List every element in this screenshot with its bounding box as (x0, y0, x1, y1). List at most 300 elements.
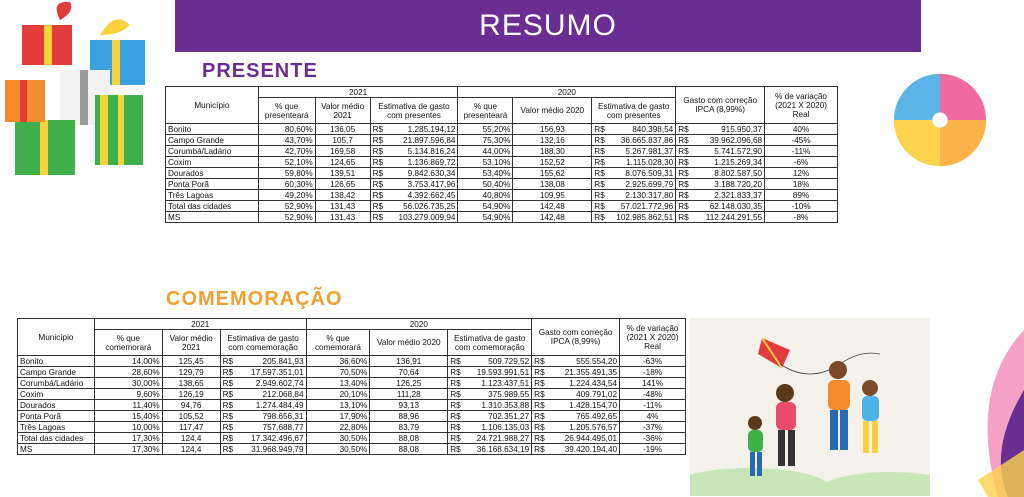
header-estimativa-2021: Estimativa de gasto com comemoração (220, 330, 306, 356)
row-municipio: Corumbá/Ladário (18, 378, 95, 389)
currency-label: R$ (372, 212, 384, 222)
currency-label: R$ (678, 157, 689, 167)
header-correcao: Gasto com correção IPCA (8,99%) (532, 319, 620, 356)
currency-label: R$ (678, 201, 689, 211)
currency-label: R$ (222, 433, 234, 443)
currency-label: R$ (594, 124, 605, 134)
currency-label: R$ (678, 124, 689, 134)
table-cell: 59,80% (258, 168, 315, 179)
header-pct-2021: % que comemorará (94, 330, 162, 356)
table-cell (676, 157, 765, 168)
money-value: 765.492,65 (576, 411, 618, 421)
table-cell: -19% (620, 444, 686, 455)
table-cell: 152,52 (513, 157, 592, 168)
table-row (18, 356, 686, 367)
table-cell: 105,52 (162, 411, 220, 422)
table-cell (676, 201, 765, 212)
header-municipio: Município (18, 319, 95, 356)
money-value: 915.950,37 (721, 124, 763, 134)
row-municipio: Três Lagoas (18, 422, 95, 433)
table-cell (532, 400, 620, 411)
money-value: 555.554,20 (576, 356, 618, 366)
currency-label: R$ (450, 422, 461, 432)
table-cell: 109,95 (513, 190, 592, 201)
table-cell: -11% (620, 400, 686, 411)
table-cell: 125,45 (162, 356, 220, 367)
table-cell: 124,4 (162, 433, 220, 444)
money-value: 1.123.437,51 (481, 378, 530, 388)
money-value: 39.962.096,68 (709, 135, 763, 145)
table-cell (676, 124, 765, 135)
header-valor-2020: Valor médio 2020 (370, 330, 448, 356)
currency-label: R$ (678, 135, 689, 145)
table-cell: -63% (620, 356, 686, 367)
table-cell: 17,30% (94, 444, 162, 455)
table-cell: 50,40% (458, 179, 513, 190)
currency-label: R$ (534, 422, 545, 432)
table-cell (448, 378, 532, 389)
table-row (18, 444, 686, 455)
currency-label: R$ (534, 356, 545, 366)
table-cell (592, 168, 676, 179)
row-municipio: Dourados (18, 400, 95, 411)
currency-label: R$ (372, 190, 384, 200)
header-correcao: Gasto com correção IPCA (8,99%) (676, 87, 765, 124)
table-cell (448, 411, 532, 422)
currency-label: R$ (594, 146, 605, 156)
money-value: 112.244.291,55 (705, 212, 763, 222)
table-cell: 117,47 (162, 422, 220, 433)
row-municipio: MS (18, 444, 95, 455)
table-row (166, 135, 838, 146)
table-cell (592, 201, 676, 212)
currency-label: R$ (450, 411, 461, 421)
section-title-presente: PRESENTE (202, 60, 318, 82)
table-cell: 30,50% (306, 433, 370, 444)
table-cell: -10% (765, 201, 838, 212)
currency-label: R$ (534, 367, 545, 377)
table-cell: -36% (620, 433, 686, 444)
header-estimativa-2021: Estimativa de gasto com presentes (370, 98, 458, 124)
currency-label: R$ (678, 168, 689, 178)
row-municipio: Ponta Porã (166, 179, 259, 190)
comemoracao-rows (18, 356, 686, 455)
currency-label: R$ (534, 389, 545, 399)
table-cell (676, 190, 765, 201)
table-cell: 139,51 (315, 168, 370, 179)
table-cell (676, 135, 765, 146)
gift-boxes-icon (0, 0, 165, 178)
header-municipio: Município (166, 87, 259, 124)
table-cell (532, 444, 620, 455)
table-cell: 94,76 (162, 400, 220, 411)
currency-label: R$ (372, 201, 384, 211)
header-estimativa-2020: Estimativa de gasto com comemoração (448, 330, 532, 356)
table-cell: 83,79 (370, 422, 448, 433)
table-cell: 28,60% (94, 367, 162, 378)
header-valor-2020: Valor médio 2020 (513, 98, 592, 124)
table-cell (592, 124, 676, 135)
table-cell: 156,93 (513, 124, 592, 135)
row-municipio: Total das cidades (18, 433, 95, 444)
table-cell (592, 135, 676, 146)
table-cell: 136,05 (315, 124, 370, 135)
money-value: 31.968.949,79 (251, 444, 304, 454)
table-cell: 124,4 (162, 444, 220, 455)
table-cell (220, 367, 306, 378)
table-cell: 105,7 (315, 135, 370, 146)
money-value: 375.989,55 (488, 389, 530, 399)
row-municipio: Bonito (18, 356, 95, 367)
table-row (166, 179, 838, 190)
table-cell: 169,58 (315, 146, 370, 157)
row-municipio: Corumbá/Ladário (166, 146, 259, 157)
beach-ball-icon (892, 72, 988, 168)
table-cell (592, 212, 676, 223)
money-value: 509.729,52 (488, 356, 530, 366)
table-cell (220, 411, 306, 422)
table-cell (448, 444, 532, 455)
money-value: 5.134.816,24 (407, 146, 456, 156)
table-cell: -18% (620, 367, 686, 378)
table-cell (370, 157, 458, 168)
money-value: 9.842.630,34 (407, 168, 456, 178)
table-cell: 52,90% (258, 201, 315, 212)
money-value: 409.791,02 (576, 389, 618, 399)
table-cell (532, 422, 620, 433)
table-row (18, 389, 686, 400)
table-cell: 54,90% (458, 212, 513, 223)
money-value: 36.168.634,19 (476, 444, 530, 454)
table-cell: 131,43 (315, 201, 370, 212)
table-cell: 14,00% (94, 356, 162, 367)
money-value: 1.428.154,70 (569, 400, 618, 410)
money-value: 8.076.509,31 (625, 168, 674, 178)
table-cell: 88,96 (370, 411, 448, 422)
currency-label: R$ (594, 201, 605, 211)
table-cell: 188,30 (513, 146, 592, 157)
money-value: 36.665.837,86 (620, 135, 674, 145)
currency-label: R$ (594, 179, 605, 189)
table-cell: -48% (620, 389, 686, 400)
currency-label: R$ (372, 124, 384, 134)
money-value: 1.106.135,03 (481, 422, 530, 432)
currency-label: R$ (450, 356, 461, 366)
currency-label: R$ (450, 389, 461, 399)
table-cell (220, 444, 306, 455)
table-cell: 126,65 (315, 179, 370, 190)
table-cell (448, 356, 532, 367)
currency-label: R$ (222, 444, 234, 454)
table-cell (448, 367, 532, 378)
summary-banner (175, 0, 921, 52)
table-cell: 138,42 (315, 190, 370, 201)
header-pct-2020: % que comemorará (306, 330, 370, 356)
currency-label: R$ (222, 378, 234, 388)
header-variacao: % de variação (2021 X 2020) Real (765, 87, 838, 124)
table-cell: 17,90% (306, 411, 370, 422)
currency-label: R$ (222, 367, 234, 377)
currency-label: R$ (594, 190, 605, 200)
money-value: 3.188.720,20 (714, 179, 763, 189)
table-cell: 52,90% (258, 212, 315, 223)
money-value: 702.351,27 (488, 411, 530, 421)
table-cell: 11,40% (94, 400, 162, 411)
table-cell: 60,30% (258, 179, 315, 190)
table-cell: -11% (765, 146, 838, 157)
header-pct-2020: % que presenteará (458, 98, 513, 124)
money-value: 2.130.317,80 (625, 190, 674, 200)
money-value: 57.021.772,96 (620, 201, 674, 211)
table-cell: 142,48 (513, 201, 592, 212)
money-value: 5.741.572,90 (714, 146, 763, 156)
table-row (18, 411, 686, 422)
table-cell: 40,80% (458, 190, 513, 201)
table-cell: 12% (765, 168, 838, 179)
table-cell (370, 168, 458, 179)
table-row (166, 124, 838, 135)
header-year-2021: 2021 (258, 87, 458, 98)
row-municipio: Total das cidades (166, 201, 259, 212)
money-value: 2.321.833,37 (714, 190, 763, 200)
currency-label: R$ (372, 168, 384, 178)
table-cell: 136,91 (370, 356, 448, 367)
row-municipio: Bonito (166, 124, 259, 135)
money-value: 56.026.735,25 (403, 201, 456, 211)
currency-label: R$ (222, 411, 234, 421)
table-cell: 36,60% (306, 356, 370, 367)
table-cell (532, 411, 620, 422)
currency-label: R$ (450, 433, 461, 443)
money-value: 1.285.194,12 (407, 124, 456, 134)
table-cell: 42,70% (258, 146, 315, 157)
table-cell (220, 422, 306, 433)
table-cell: 89% (765, 190, 838, 201)
table-cell (592, 157, 676, 168)
header-year-2020: 2020 (458, 87, 676, 98)
money-value: 17.342.496,67 (251, 433, 304, 443)
money-value: 24.721.988,27 (476, 433, 530, 443)
currency-label: R$ (534, 433, 545, 443)
table-cell: 20,10% (306, 389, 370, 400)
table-cell: 30,00% (94, 378, 162, 389)
table-cell (676, 212, 765, 223)
table-row (18, 433, 686, 444)
table-cell: 40% (765, 124, 838, 135)
currency-label: R$ (450, 400, 461, 410)
table-cell (532, 389, 620, 400)
table-cell (370, 179, 458, 190)
table-cell: 132,16 (513, 135, 592, 146)
table-cell: 111,28 (370, 389, 448, 400)
table-row (18, 400, 686, 411)
table-cell: 15,40% (94, 411, 162, 422)
row-municipio: Ponta Porã (18, 411, 95, 422)
row-municipio: Três Lagoas (166, 190, 259, 201)
banner-title: RESUMO (479, 9, 617, 42)
table-cell: 93,13 (370, 400, 448, 411)
table-cell: 70,50% (306, 367, 370, 378)
row-municipio: Coxim (18, 389, 95, 400)
table-row (166, 212, 838, 223)
money-value: 798.656,31 (262, 411, 304, 421)
money-value: 1.274.484,49 (255, 400, 304, 410)
money-value: 2.925.699,79 (625, 179, 674, 189)
currency-label: R$ (534, 411, 545, 421)
comemoracao-table (17, 318, 686, 455)
section-title-comemoracao: COMEMORAÇÃO (166, 288, 343, 310)
currency-label: R$ (450, 378, 461, 388)
money-value: 5.267.981,37 (625, 146, 674, 156)
table-cell: 70,64 (370, 367, 448, 378)
table-cell (448, 433, 532, 444)
table-row (166, 201, 838, 212)
table-cell: 124,65 (315, 157, 370, 168)
header-estimativa-2020: Estimativa de gasto com presentes (592, 98, 676, 124)
currency-label: R$ (594, 157, 605, 167)
table-cell (592, 190, 676, 201)
money-value: 19.593.991,51 (476, 367, 530, 377)
currency-label: R$ (222, 389, 234, 399)
table-cell: -8% (765, 212, 838, 223)
money-value: 26.944.495,01 (564, 433, 618, 443)
table-cell: 13,40% (306, 378, 370, 389)
presente-table (165, 86, 838, 223)
table-cell (370, 146, 458, 157)
currency-label: R$ (534, 400, 545, 410)
table-cell (220, 400, 306, 411)
table-cell (676, 179, 765, 190)
table-cell: 17,30% (94, 433, 162, 444)
table-cell (592, 179, 676, 190)
table-cell (370, 201, 458, 212)
currency-label: R$ (594, 212, 605, 222)
table-row (166, 190, 838, 201)
table-cell: 13,10% (306, 400, 370, 411)
table-cell: 141% (620, 378, 686, 389)
money-value: 205.841,93 (262, 356, 304, 366)
currency-label: R$ (372, 146, 384, 156)
table-row (166, 168, 838, 179)
table-cell (220, 433, 306, 444)
table-cell (592, 146, 676, 157)
currency-label: R$ (450, 367, 461, 377)
money-value: 4.392.662,45 (407, 190, 456, 200)
currency-label: R$ (222, 356, 234, 366)
header-year-2021: 2021 (94, 319, 306, 330)
table-cell: 9,60% (94, 389, 162, 400)
money-value: 1.136.869,72 (407, 157, 456, 167)
table-row (18, 378, 686, 389)
row-municipio: Campo Grande (18, 367, 95, 378)
money-value: 1.215.269,34 (714, 157, 763, 167)
table-cell: 4% (620, 411, 686, 422)
table-cell (676, 168, 765, 179)
table-cell: 126,19 (162, 389, 220, 400)
table-cell: 30,50% (306, 444, 370, 455)
header-valor-2021: Valor médio 2021 (315, 98, 370, 124)
table-cell: 55,20% (458, 124, 513, 135)
money-value: 21.897.596,84 (403, 135, 456, 145)
money-value: 1.205.576,57 (569, 422, 618, 432)
table-cell: 53,10% (458, 157, 513, 168)
currency-label: R$ (534, 378, 545, 388)
table-cell (532, 378, 620, 389)
table-cell (370, 135, 458, 146)
currency-label: R$ (450, 444, 461, 454)
table-cell: 131,43 (315, 212, 370, 223)
money-value: 212.068,84 (262, 389, 304, 399)
table-cell: 52,10% (258, 157, 315, 168)
money-value: 1.310.353,88 (481, 400, 530, 410)
row-municipio: MS (166, 212, 259, 223)
table-row (166, 157, 838, 168)
currency-label: R$ (594, 135, 605, 145)
table-cell: -45% (765, 135, 838, 146)
table-cell (220, 378, 306, 389)
currency-label: R$ (678, 190, 689, 200)
family-kite-icon (690, 318, 930, 496)
money-value: 62.148.030,35 (709, 201, 763, 211)
money-value: 17.597.351,01 (251, 367, 304, 377)
table-cell: 142,48 (513, 212, 592, 223)
money-value: 2.949.602,74 (255, 378, 304, 388)
header-variacao: % de variação (2021 X 2020) Real (620, 319, 686, 356)
currency-label: R$ (372, 135, 384, 145)
table-row (18, 367, 686, 378)
table-cell (676, 146, 765, 157)
row-municipio: Dourados (166, 168, 259, 179)
table-cell: 22,80% (306, 422, 370, 433)
table-cell: 126,25 (370, 378, 448, 389)
currency-label: R$ (594, 168, 605, 178)
currency-label: R$ (372, 157, 384, 167)
table-cell: 129,79 (162, 367, 220, 378)
decorative-shapes-icon (948, 330, 1024, 497)
money-value: 757.688,77 (262, 422, 304, 432)
table-cell: 138,65 (162, 378, 220, 389)
table-row (166, 146, 838, 157)
currency-label: R$ (678, 146, 689, 156)
presente-rows (166, 124, 838, 223)
money-value: 102.985.862,51 (616, 212, 674, 222)
table-cell: 49,20% (258, 190, 315, 201)
currency-label: R$ (678, 212, 689, 222)
table-cell (370, 124, 458, 135)
table-cell: 75,30% (458, 135, 513, 146)
table-cell (448, 422, 532, 433)
table-cell (370, 190, 458, 201)
table-cell: 138,08 (513, 179, 592, 190)
table-cell (532, 356, 620, 367)
table-row (18, 422, 686, 433)
table-cell (220, 356, 306, 367)
table-cell: 88,08 (370, 433, 448, 444)
table-cell: 18% (765, 179, 838, 190)
table-cell: -37% (620, 422, 686, 433)
table-cell (370, 212, 458, 223)
header-valor-2021: Valor médio 2021 (162, 330, 220, 356)
table-cell: 43,70% (258, 135, 315, 146)
table-cell (448, 389, 532, 400)
table-cell: 44,00% (458, 146, 513, 157)
table-cell (220, 389, 306, 400)
money-value: 8.802.587,50 (714, 168, 763, 178)
table-cell: 80,60% (258, 124, 315, 135)
table-cell: 155,62 (513, 168, 592, 179)
currency-label: R$ (678, 179, 689, 189)
money-value: 21.355.491,35 (564, 367, 618, 377)
